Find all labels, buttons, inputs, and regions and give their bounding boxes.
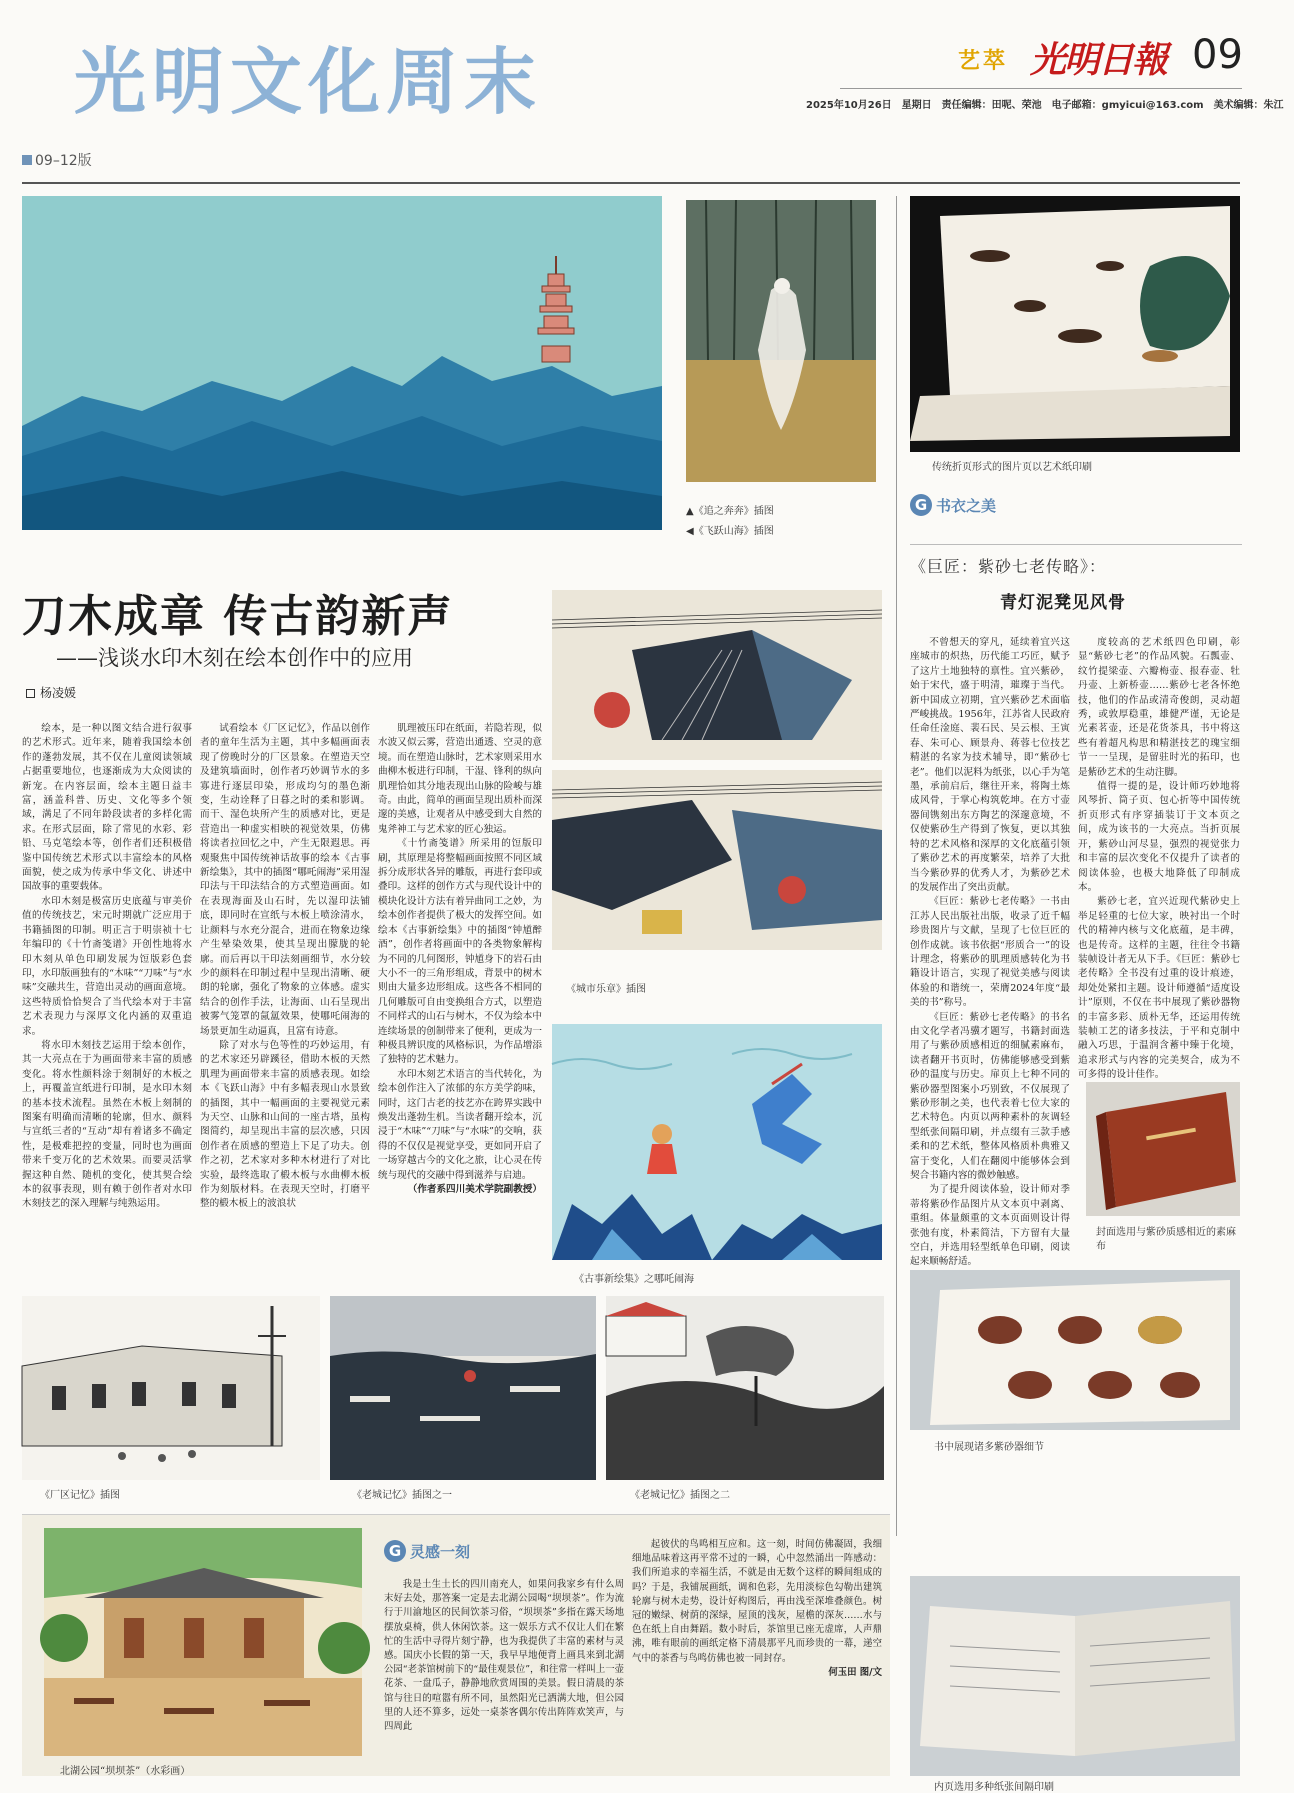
masthead-rule [840, 88, 1242, 89]
article-signature: （作者系四川美术学院副教授） [407, 1184, 542, 1195]
image-inner-pages [910, 1576, 1240, 1776]
caption-old-city-1: 《老城记忆》插图之一 [352, 1490, 452, 1501]
article-column-1: 绘本，是一种以图文结合进行叙事的艺术形式。近年来，随着我国绘本创作的蓬勃发展，其不仅在儿童阅读领域占据重要地位，也逐渐成为大众阅读的新宠。在内容层面，绘本主题日益丰富，涵盖科普、历史、文化等多个领域，满足了不同年龄段读者的多样化需求。在形式层面，除了常见的水彩、彩铅、马克笔绘本等，创作者们还积极借鉴中国传统艺术形式以丰富绘本的风格面貌，使之成为传承中华文化、讲述中国故事的重要载体。 水印木刻是极富历史底蕴与审美价值的传统技艺，宋元时期就广泛应用于书籍插图的印制。明正言于明崇祯十七年编印的《十竹斋笺谱》开创性地将水印木刻从单色印刷发展为饾版彩色套印，水印版画独有的“木味”“刀味”与“水味”交融共生，营造出灵动的画面意境。这些特质恰恰契合了当代绘本对于丰富艺术表现力与深厚文化内涵的双重追求。 将水印木刻技艺运用于绘本创作，其一大亮点在于为画面带来丰富的质感变化。将水性颜料涂于刻制好的木板之上，再覆盖宣纸进行印制，是水印木刻的基本技术流程。虽然在木板上刻制的图案有明确而清晰的轮廓，但水、颜料与宣纸三者的“互动”却有着诸多不确定性，是极难把控的变量，同时也为画面带来千变万化的艺术效果。而要灵活掌握这种自然、随机的变化，使其契合绘本的叙事表现，则有赖于创作者对水印木刻技艺的深入理解与纯熟运用。 [22, 723, 192, 1210]
newspaper-logo: 光明日報 [1030, 39, 1167, 81]
caption-flying-mountains: ◀《飞跃山海》插图 [686, 526, 774, 537]
article-column-2: 试看绘本《厂区记忆》，作品以创作者的童年生活为主题，其中多幅画面表现了傍晚时分的厂区景象。在塑造天空及建筑墙面时，创作者巧妙调节水的多寡进行逐层印染，形成均匀的墨色渐变，生动诠释了日暮之时的柔和影调。而干、湿色块所产生的质感对比，更是营造出一种虚实相映的视觉效果，仿佛将读者拉回忆之中，产生无限遐思。再观聚焦中国传统神话故事的绘本《古事新绘集》，其中的插图“哪吒闹海”采用湿印法与干印法结合的方式塑造画面。如在表现海面及山石时，先以湿印法铺底，即同时在宣纸与木板上喷涂清水，让颜料与水充分混合，进而在物象边缘产生晕染效果，使其呈现出朦胧的轮廓。而后再以干印法刻画细节，水分较少的颜料在印制过程中呈现出清晰、硬朗的轮廓，强化了物象的立体感。虚实结合的创作手法，让海面、山石呈现出被雾气笼罩的氤氲效果，使哪吒闹海的场景更加生动逼真，且富有诗意。 除了对水与色等性的巧妙运用，有的艺术家还另辟蹊径，借助木板的天然肌理为画面带来丰富的质感表现。如绘本《飞跃山海》中有多幅表现山水景致的插图，其中一幅画面的主要视觉元素为天空、山脉和山间的一座古塔，虽构图简约，却呈现出丰富的层次感，只因创作者在质感的塑造上下足了功夫。创作之初，艺术家对多种木材进行了对比实验，最终选取了椴木板与水曲柳木板作为刻版材料。在表现天空时，打磨平整的椴木板上的波浪状 [200, 723, 370, 1210]
inspiration-column-a: 我是土生土长的四川南充人，如果问我家乡有什么周末好去处，那答案一定是去北湖公园喝“坝坝茶”。作为流行于川渝地区的民间饮茶习俗，“坝坝茶”多指在露天场地摆放桌椅，供人休闲饮茶。这一娱乐方式不仅让人们在繁忙的生活中寻得片刻宁静，也为我提供了丰富的素材与灵感。国庆小长假的第一天，我早早地便背上画具来到北湖公园“老茶馆树前下的“最佳观景位”，和往常一样叫上一壶花茶、一盘瓜子，静静地欣赏周围的美景。假日清晨的茶馆与往日的喧嚣有所不同，虽然阳光已洒满大地，但公园里的人还不算多，远处一桌茶客偶尔传出阵阵欢笑声，与四周此 [384, 1579, 624, 1733]
side-title-2: 青灯泥凳见风骨 [1000, 593, 1126, 613]
g-badge-icon: G [384, 1540, 406, 1562]
page-number: 09 [1192, 32, 1243, 78]
caption-teahouse: 北湖公园“坝坝茶”（水彩画） [60, 1766, 191, 1777]
inspiration-signature: 何玉田 图/文 [828, 1666, 882, 1678]
caption-factory-memory: 《厂区记忆》插图 [40, 1490, 120, 1501]
image-flying-mountains [22, 196, 662, 530]
image-nezha [552, 1024, 882, 1260]
image-teahouse-watercolor [44, 1528, 362, 1756]
caption-chasing: ▲《追之奔奔》插图 [686, 506, 774, 517]
masthead-info: 2025年10月26日 星期日 责任编辑：田呢、荣池 电子邮箱：gmyicui@163.com 美术编辑：朱江 [806, 100, 1284, 111]
masthead-title: 光明文化周末 [74, 40, 543, 124]
image-book-cover [1086, 1082, 1240, 1216]
caption-city-music: 《城市乐章》插图 [566, 984, 646, 995]
article-byline: 杨凌媛 [26, 684, 76, 701]
image-factory-memory [22, 1296, 320, 1480]
article-column-3: 肌理被压印在纸面，若隐若现，似水波又似云雾，营造出通透、空灵的意境。而在塑造山脉时，艺术家则采用水曲柳木板进行印制，干湿、锋利的纵向肌理恰如其分地表现出山脉的险峻与雄奇。由此，简单的画面呈现出质朴而深邃的美感，让观者从中感受到大自然的鬼斧神工与艺术家的匠心独运。 《十竹斋笺谱》所采用的饾版印刷，其原理是将整幅画面按照不同区域拆分成形状各异的雕版，再进行套印或叠印。这样的创作方式与现代设计中的模块化设计方法有着异曲同工之妙，为绘本创作者提供了极大的发挥空间。如绘本《古事新绘集》中的插图“钟馗醉酒”，创作者将画面中的各类物象解构为不同的几何图形，钟馗身下的岩石由大小不一的三角形组成，背景中的树木则由大量多边形组成。这些各不相同的几何雕版可自由变换组合方式，以塑造不同样式的山石与树木，不仅为绘本中连续场景的创制带来了便利，更成为一种极具辨识度的风格标识，为作品增添了独特的艺术魅力。 水印木刻艺术语言的当代转化，为绘本创作注入了浓郁的东方美学韵味，同时，这门古老的技艺亦在跨界实践中焕发出蓬勃生机。当读者翻开绘本，沉浸于“木味”“刀味”与“水味”的交响，获得的不仅仅是视觉享受，更如同开启了一场穿越古今的文化之旅，让心灵在传统与现代的交融中得到滋养与启迪。 （作者系四川美术学院副教授） [378, 722, 542, 1280]
image-old-city-1 [330, 1296, 596, 1480]
column-head-book-design: G 书衣之美 [910, 494, 996, 516]
article-title: 刀木成章 传古韵新声 [22, 591, 454, 642]
caption-nezha: 《古事新绘集》之哪吒闹海 [574, 1274, 694, 1285]
caption-inner-pages: 内页选用多种纸张间隔印刷 [934, 1782, 1054, 1793]
page-range: 09–12版 [22, 150, 92, 170]
article-subtitle: ——浅谈水印木刻在绘本创作中的应用 [56, 646, 413, 670]
image-teapot-pages [910, 1270, 1240, 1430]
image-city-music-1 [552, 590, 882, 760]
column-divider [896, 196, 897, 1536]
image-city-music-2 [552, 770, 882, 950]
caption-teapot-pages: 书中展现诸多紫砂器细节 [934, 1442, 1044, 1453]
section-tag: 艺萃 [958, 49, 1009, 74]
inspiration-column-b: 起彼伏的鸟鸣相互应和。这一刻，时间仿佛凝固，我细细地品味着这再平常不过的一瞬，心中忽然涌出一阵感动：我们所追求的幸福生活，不就是由无数个这样的瞬间组成的吗？于是，我铺展画纸，调和色彩，先用淡棕色勾勒出建筑轮廓与树木走势，设计好构图后，再由浅至深堆叠颜色。树冠的嫩绿、树荫的深绿，屋顶的浅灰，屋檐的深灰……水与色在纸上自由舞蹈。数小时后，茶馆里已座无虚席，人声鼎沸，唯有眼前的画纸定格下清晨那平凡而珍贵的一幕，递空气中的茶香与鸟鸣仿佛也被一同封存。 何玉田 图/文 [632, 1538, 882, 1776]
g-badge-icon: G [910, 494, 932, 516]
top-rule [22, 182, 1240, 184]
column-head-inspiration: G 灵感一刻 [384, 1540, 470, 1562]
caption-folded-pages: 传统折页形式的图片页以艺术纸印刷 [932, 462, 1092, 473]
caption-old-city-2: 《老城记忆》插图之二 [630, 1490, 730, 1501]
side-column-a: 不曾想天的穿凡，延续着宜兴这座城市的炽热，历代能工巧匠，赋予了这片土地独特的禀性。宜兴紫砂，始于宋代，盛于明清，璀璨于当代。新中国成立初期，宜兴紫砂艺术面临严峻挑战。1956年，江苏省人民政府任命任淦庭、裴石民、吴云根、王寅春、朱可心、顾景舟、蒋蓉七位技艺精湛的名家为技术辅导，即“紫砂七老”。他们以泥料为纸张，以心手为笔墨，承前启后，继往开来，将陶土炼成风骨，于掌心构筑乾坤。在方寸壶器间镌刻出东方陶艺的深邃意境，不仅使紫砂生产得到了恢复，更以其独特的艺术风格和深厚的文化底蕴引领了紫砂艺术的再度繁荣，培养了大批当今紫砂界的优秀人才，为紫砂艺术的发展作出了突出贡献。 《巨匠：紫砂七老传略》一书由江苏人民出版社出版，收录了近千幅珍贵图片与文献，呈现了七位巨匠的创作成就。该书依据“形质合一”的设计理念，将紫砂的肌理质感转化为书籍设计语言，实现了视觉美感与阅读体验的和谐统一，荣膺2024年度“最美的书”称号。 《巨匠：紫砂七老传略》的书名由文化学者冯骥才题写，书籍封面选用了与紫砂质感相近的细腻素麻布，读者翻开书页时，仿佛能够感受到紫砂的温度与历史。扉页上七种不同的紫砂器型图案小巧别致，不仅展现了紫砂形制之美，也代表着七位大家的艺术特色。内页以两种素朴的灰调轻型纸张间隔印刷，并点缀有三款手感柔和的艺术纸，整体风格质朴典雅又富于变化，人们在翻阅中能够体会到契合书籍内容的微妙触感。 为了提升阅读体验，设计师对季蒂将紫砂作品图片从文本页中剥离、重组。体量颇重的文本页面则设计得张弛有度，朴素简洁，下方留有大量空白，并选用轻型纸单色印刷，阅读起来顺畅舒适。 [910, 637, 1070, 1268]
image-old-city-2 [606, 1296, 884, 1480]
side-column-b: 度较高的艺术纸四色印刷，彰显“紫砂七老”的作品风貌。石瓢壶、纹竹提梁壶、六瓣梅壶、报春壶、牡丹壶、上新桥壶……紫砂七老各怀绝技，他们的作品或清奇俊朗，灵动超秀，或敦厚稳重，雄健严谨，无论是光素茗壶，还是花货茶具，书中将这些有着超凡构思和精湛技艺的瑰宝细节一一呈现，是留驻时光的拓印，也是紫砂艺术的生动注脚。 值得一提的是，设计师巧妙地将风琴折、筒子页、包心折等中国传统折页形式有序穿插装订于文本页之间，成为该书的一大亮点。当折页展开，紫砂山河尽显，强烈的视觉张力和丰富的层次变化不仅提升了读者的阅读体验，也极大地降低了印制成本。 紫砂七老，宜兴近现代紫砂史上举足轻重的七位大家，映衬出一个时代的精神内核与文化底蕴，是丰碑，也是传奇。这样的主题，往往令书籍装帧设计者无从下手。《巨匠：紫砂七老传略》全书没有过重的设计痕迹，却处处紧扣主题。设计师遵循“适度设计”原则，不仅在书中展现了紫砂器物的丰富多彩、质朴无华，还运用传统装帧工艺的诸多技法，于平和克制中融入巧思，于温润含蓄中臻于化境，追求形式与内容的完美契合，成为不可多得的设计佳作。 [1078, 636, 1240, 1070]
side-rule [910, 544, 1242, 545]
image-folded-pages [910, 196, 1240, 452]
caption-book-cover: 封面选用与紫砂质感相近的素麻布 [1096, 1227, 1236, 1252]
side-title-1: 《巨匠：紫砂七老传略》： [910, 557, 1107, 576]
image-chasing [686, 200, 876, 482]
